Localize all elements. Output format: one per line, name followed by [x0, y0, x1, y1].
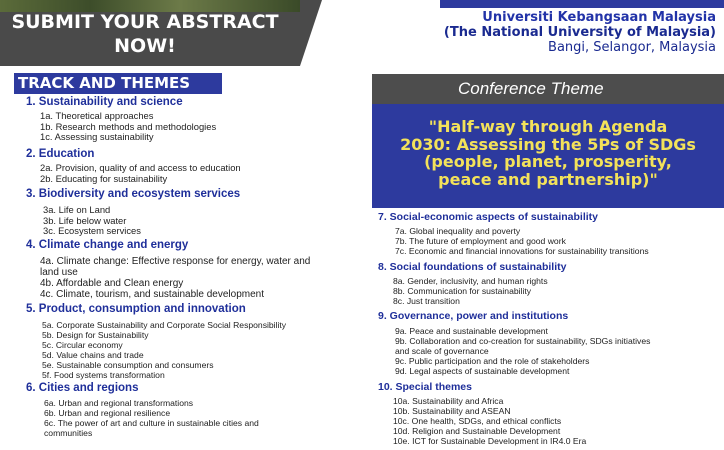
- conference-theme-text: [372, 118, 724, 188]
- track-10c: 10c. One health, SDGs, and ethical conflicts: [393, 416, 562, 426]
- track-7a: 7a. Global inequality and poverty: [395, 226, 521, 236]
- track-4a-cont: land use: [40, 267, 78, 278]
- track-3-title: 3. Biodiversity and ecosystem services: [26, 188, 241, 200]
- track-5a: 5a. Corporate Sustainability and Corporate Social Responsibility: [42, 320, 287, 330]
- track-4b: 4b. Affordable and Clean energy: [40, 278, 184, 289]
- university-location: Bangi, Selangor, Malaysia: [548, 40, 716, 55]
- track-1-title: 1. Sustainability and science: [26, 96, 183, 108]
- track-5e: 5e. Sustainable consumption and consumers: [42, 360, 214, 370]
- track-3b: 3b. Life below water: [43, 214, 127, 226]
- track-9a: 9a. Peace and sustainable development: [395, 326, 548, 336]
- theme-line-1: "Half-way through Agenda: [428, 117, 668, 136]
- track-5b: 5b. Design for Sustainability: [42, 330, 149, 340]
- track-8b: 8b. Communication for sustainability: [393, 286, 532, 296]
- track-7-title: 7. Social-economic aspects of sustainability: [378, 211, 598, 223]
- track-1a: 1a. Theoretical approaches: [40, 110, 154, 121]
- track-7b: 7b. The future of employment and good work: [395, 236, 566, 246]
- submit-heading: [0, 10, 290, 58]
- track-3a: 3a. Life on Land: [43, 204, 111, 215]
- track-10a: 10a. Sustainability and Africa: [393, 396, 504, 406]
- conference-theme-label: Conference Theme: [372, 74, 724, 104]
- track-8c: 8c. Just transition: [393, 296, 460, 306]
- track-4-title: 4. Climate change and energy: [26, 239, 189, 251]
- track-8-title: 8. Social foundations of sustainability: [378, 261, 567, 273]
- track-6c: 6c. The power of art and culture in sustainable cities and: [44, 418, 259, 428]
- track-6-title: 6. Cities and regions: [26, 382, 139, 394]
- top-accent-strip: [440, 0, 724, 8]
- track-2-title: 2. Education: [26, 148, 95, 160]
- track-3c: 3c. Ecosystem services: [43, 225, 141, 236]
- track-5d: 5d. Value chains and trade: [42, 350, 144, 360]
- track-2a: 2a. Provision, quality of and access to education: [40, 162, 241, 173]
- track-6c-cont: communities: [44, 428, 93, 438]
- track-10-title: 10. Special themes: [378, 381, 472, 393]
- track-10e: 10e. ICT for Sustainable Development in IR4.0 Era: [393, 436, 587, 446]
- university-block: [444, 10, 716, 55]
- submit-line-1: SUBMIT YOUR ABSTRACT: [11, 11, 279, 33]
- track-5f: 5f. Food systems transformation: [42, 370, 165, 380]
- track-1b: 1b. Research methods and methodologies: [40, 120, 217, 132]
- tracks-heading: TRACK AND THEMES: [14, 73, 222, 94]
- track-6b: 6b. Urban and regional resilience: [44, 408, 171, 418]
- track-1c: 1c. Assessing sustainability: [40, 131, 154, 142]
- track-8a: 8a. Gender, inclusivity, and human rights: [393, 276, 548, 286]
- track-9d: 9d. Legal aspects of sustainable development: [395, 366, 570, 376]
- track-2b: 2b. Educating for sustainability: [40, 172, 168, 184]
- track-10d: 10d. Religion and Sustainable Development: [393, 426, 561, 436]
- track-7c: 7c. Economic and financial innovations for sustainability transitions: [395, 246, 649, 256]
- theme-line-2: 2030: Assessing the 5Ps of SDGs: [400, 134, 696, 154]
- track-9c: 9c. Public participation and the role of stakeholders: [395, 356, 590, 366]
- track-10b: 10b. Sustainability and ASEAN: [393, 406, 511, 416]
- theme-line-3: (people, planet, prosperity,: [424, 152, 672, 171]
- track-9b-cont: and scale of governance: [395, 346, 489, 356]
- university-english-name: (The National University of Malaysia): [443, 25, 716, 40]
- submit-line-2: NOW!: [114, 35, 176, 57]
- university-name: Universiti Kebangsaan Malaysia: [482, 10, 716, 25]
- track-4a: 4a. Climate change: Effective response for energy, water and: [40, 256, 311, 267]
- track-5c: 5c. Circular economy: [42, 340, 123, 350]
- theme-line-4: peace and partnership)": [438, 169, 658, 189]
- conference-theme-box: [372, 104, 724, 208]
- track-4c: 4c. Climate, tourism, and sustainable development: [40, 289, 265, 300]
- track-5-title: 5. Product, consumption and innovation: [26, 303, 246, 315]
- track-6a: 6a. Urban and regional transformations: [44, 398, 194, 408]
- track-9b: 9b. Collaboration and co-creation for sustainability, SDGs initiatives: [395, 336, 651, 346]
- track-9-title: 9. Governance, power and institutions: [378, 310, 569, 322]
